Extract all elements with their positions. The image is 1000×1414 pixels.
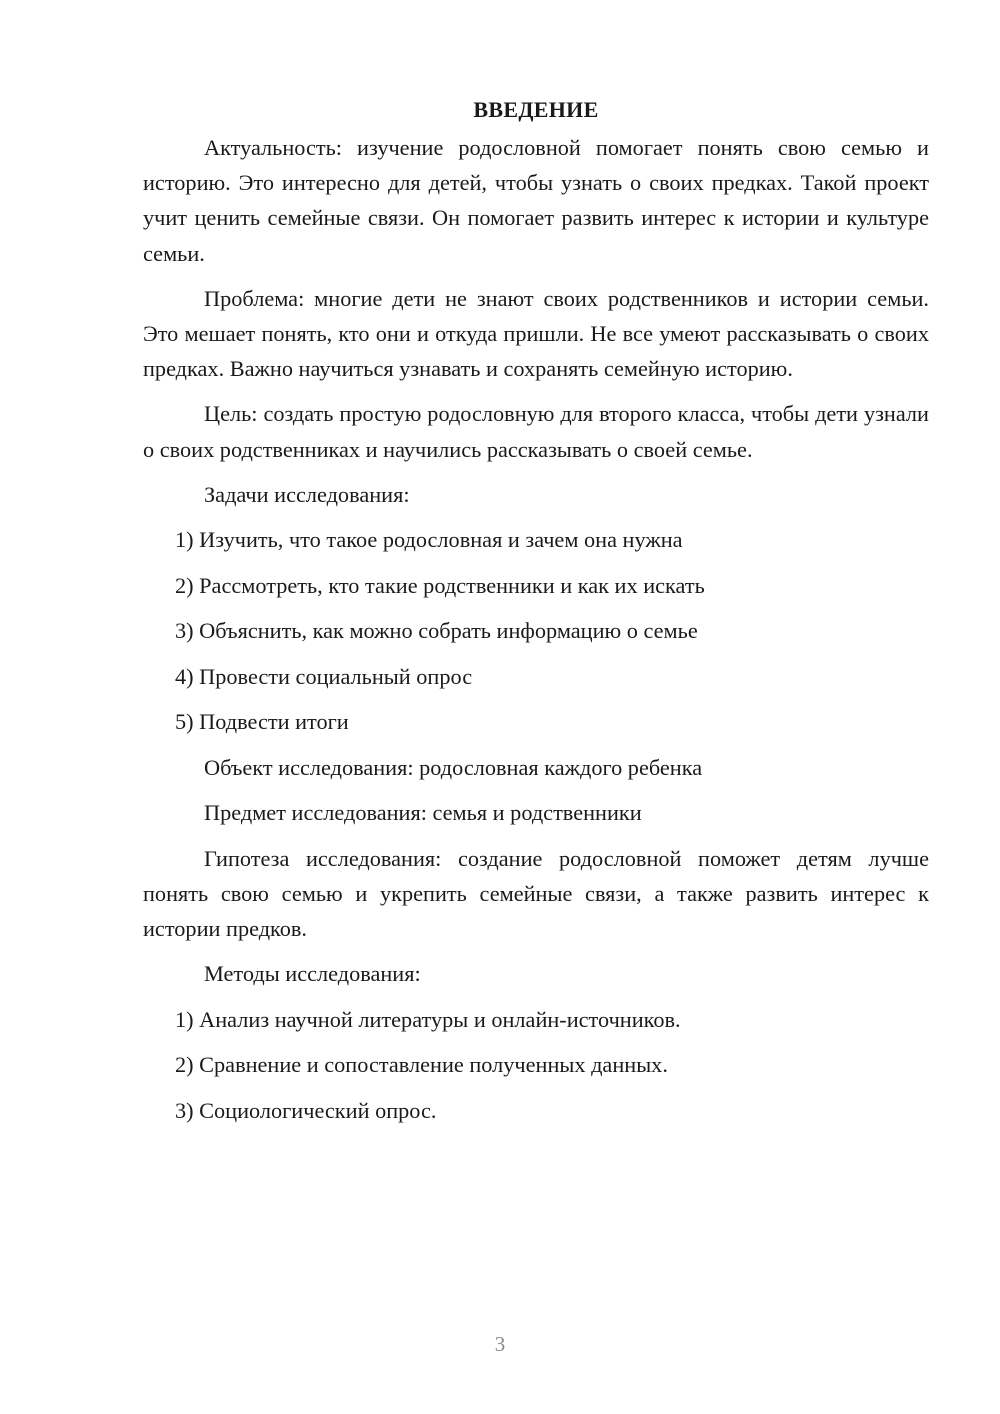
document-page xyxy=(143,92,929,1138)
task-item: 5) Подвести итоги xyxy=(175,709,349,735)
tasks-heading: Задачи исследования: xyxy=(204,481,410,507)
problem-paragraph: Проблема: многие дети не знают своих родственников и истории семьи. Это мешает понять, кто они и откуда пришли. Не все умеют рассказывать о своих предках. Важно научиться узнавать и сохранять семейную историю. xyxy=(143,285,929,382)
research-subject: Предмет исследования: семья и родственники xyxy=(204,800,642,826)
hypothesis-paragraph: Гипотеза исследования: создание родословной поможет детям лучше понять свою семью и укрепить семейные связи, а также развить интерес к истории предков. xyxy=(143,845,929,942)
research-object: Объект исследования: родословная каждого ребенка xyxy=(204,754,703,780)
relevance-paragraph: Актуальность: изучение родословной помогает понять свою семью и историю. Это интересно для детей, чтобы узнать о своих предках. Такой проект учит ценить семейные связи. Он помогает развить интерес к истории и культуре семьи. xyxy=(143,135,929,266)
task-item: 1) Изучить, что такое родословная и зачем она нужна xyxy=(175,527,683,553)
page-title: ВВЕДЕНИЕ xyxy=(473,97,599,122)
task-item: 4) Провести социальный опрос xyxy=(175,663,473,689)
method-item: 3) Социологический опрос. xyxy=(175,1097,437,1123)
goal-paragraph: Цель: создать простую родословную для второго класса, чтобы дети узнали о своих родственниках и научились рассказывать о своей семье. xyxy=(143,401,929,462)
task-item: 3) Объяснить, как можно собрать информацию о семье xyxy=(175,618,698,644)
method-item: 1) Анализ научной литературы и онлайн-источников. xyxy=(175,1006,681,1032)
task-item: 2) Рассмотреть, кто такие родственники и как их искать xyxy=(175,572,705,598)
method-item: 2) Сравнение и сопоставление полученных данных. xyxy=(175,1052,668,1078)
page-number: 3 xyxy=(494,1332,506,1356)
methods-heading: Методы исследования: xyxy=(204,961,421,987)
